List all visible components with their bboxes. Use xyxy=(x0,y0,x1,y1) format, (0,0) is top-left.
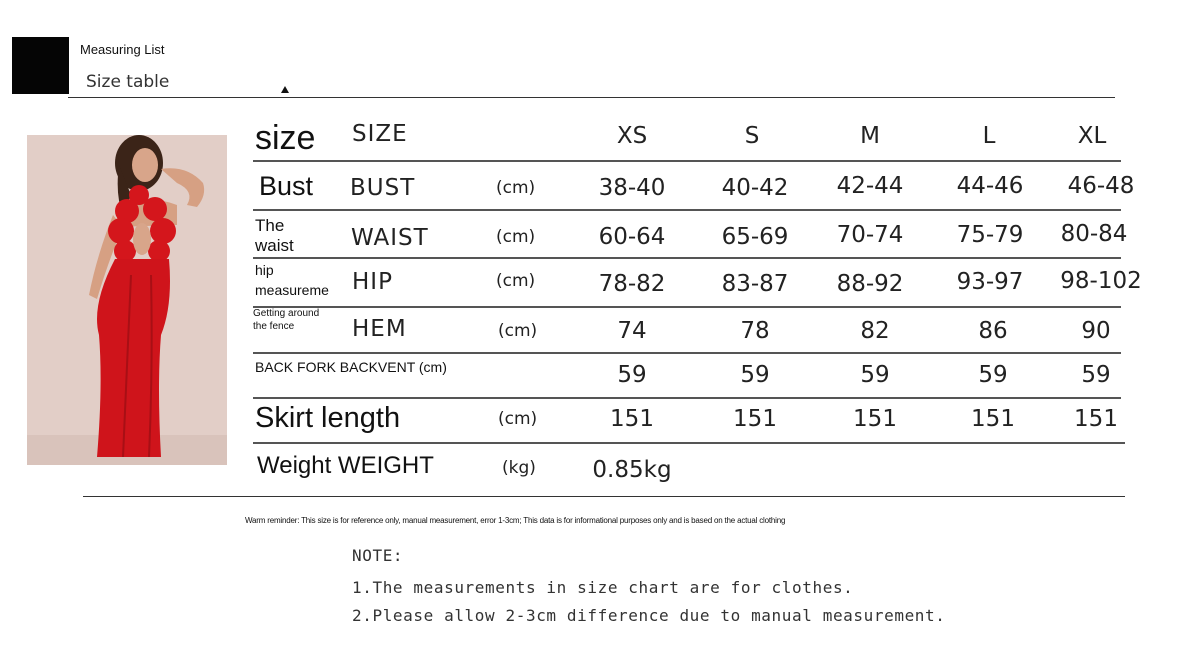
backvent-l: 59 xyxy=(978,362,1008,388)
backvent-s: 59 xyxy=(740,362,770,388)
hem-xs: 74 xyxy=(617,318,647,344)
waist-unit: (cm) xyxy=(496,227,536,247)
header-divider xyxy=(68,97,1115,98)
row-divider xyxy=(253,306,1121,308)
size-l: L xyxy=(982,123,996,149)
warm-reminder: Warm reminder: This size is for reference only, manual measurement, error 1-3cm; This data is for informational purposes only and is based on the actual clothing xyxy=(245,516,786,525)
size-header: SIZE xyxy=(352,121,408,147)
hem-l: 86 xyxy=(978,318,1008,344)
size-xs: XS xyxy=(616,123,648,149)
waist-s: 65-69 xyxy=(721,224,789,250)
hem-m: 82 xyxy=(860,318,890,344)
size-s: S xyxy=(744,123,760,149)
weight-label: Weight WEIGHT xyxy=(257,452,434,479)
hem-label-line2: the fence xyxy=(253,321,295,332)
row-divider xyxy=(253,442,1125,444)
bust-name: BUST xyxy=(350,175,416,201)
bust-l: 44-46 xyxy=(956,173,1024,199)
bust-xl: 46-48 xyxy=(1067,173,1135,199)
waist-l: 75-79 xyxy=(956,222,1024,248)
hip-label-line1: hip xyxy=(255,262,274,278)
size-xl: XL xyxy=(1077,123,1107,149)
bust-s: 40-42 xyxy=(721,175,789,201)
skirt-length-xs: 151 xyxy=(610,406,654,432)
weight-unit: (kg) xyxy=(502,458,536,478)
skirt-length-s: 151 xyxy=(733,406,777,432)
hip-name: HIP xyxy=(352,269,393,295)
hem-unit: (cm) xyxy=(498,321,538,341)
hip-label-line2: measureme xyxy=(255,282,329,298)
product-photo xyxy=(27,135,227,465)
hem-label-line1: Getting around xyxy=(253,308,320,319)
waist-label-line1: The xyxy=(255,216,285,235)
backvent-m: 59 xyxy=(860,362,890,388)
row-divider xyxy=(253,397,1121,399)
waist-m: 70-74 xyxy=(836,222,904,248)
skirt-length-l: 151 xyxy=(971,406,1015,432)
waist-xs: 60-64 xyxy=(598,224,666,250)
brand-logo-square xyxy=(12,37,69,94)
note-line-1: 1.The measurements in size chart are for clothes. xyxy=(352,578,854,597)
waist-label-line2: waist xyxy=(255,236,294,255)
note-line-2: 2.Please allow 2-3cm difference due to manual measurement. xyxy=(352,606,946,625)
bust-m: 42-44 xyxy=(836,173,904,199)
bust-unit: (cm) xyxy=(496,178,536,198)
footer-divider xyxy=(83,496,1125,497)
weight-value: 0.85kg xyxy=(592,457,672,483)
row-divider xyxy=(253,257,1121,259)
hip-unit: (cm) xyxy=(496,271,536,291)
backvent-label: BACK FORK BACKVENT (cm) xyxy=(255,359,447,375)
row-divider xyxy=(253,160,1121,162)
caret-up-icon xyxy=(281,86,289,93)
backvent-xs: 59 xyxy=(617,362,647,388)
red-dress-model-icon xyxy=(27,135,227,465)
bust-xs: 38-40 xyxy=(598,175,666,201)
skirt-length-m: 151 xyxy=(853,406,897,432)
skirt-length-label: Skirt length xyxy=(255,402,401,434)
size-table-title: Size table xyxy=(86,72,170,92)
waist-xl: 80-84 xyxy=(1060,221,1128,247)
measuring-list-title: Measuring List xyxy=(80,42,165,57)
note-title: NOTE: xyxy=(352,546,404,565)
hem-xl: 90 xyxy=(1081,318,1111,344)
hip-xs: 78-82 xyxy=(598,271,666,297)
hem-name: HEM xyxy=(352,316,407,342)
skirt-length-xl: 151 xyxy=(1074,406,1118,432)
size-m: M xyxy=(860,123,880,149)
hem-s: 78 xyxy=(740,318,770,344)
skirt-length-unit: (cm) xyxy=(498,409,538,429)
size-label: size xyxy=(255,119,316,157)
hip-s: 83-87 xyxy=(721,271,789,297)
hip-m: 88-92 xyxy=(836,271,904,297)
backvent-xl: 59 xyxy=(1081,362,1111,388)
row-divider xyxy=(253,352,1121,354)
hip-l: 93-97 xyxy=(956,269,1024,295)
hip-xl: 98-102 xyxy=(1060,268,1142,294)
row-divider xyxy=(253,209,1121,211)
waist-name: WAIST xyxy=(351,225,429,251)
bust-label: Bust xyxy=(259,171,314,201)
